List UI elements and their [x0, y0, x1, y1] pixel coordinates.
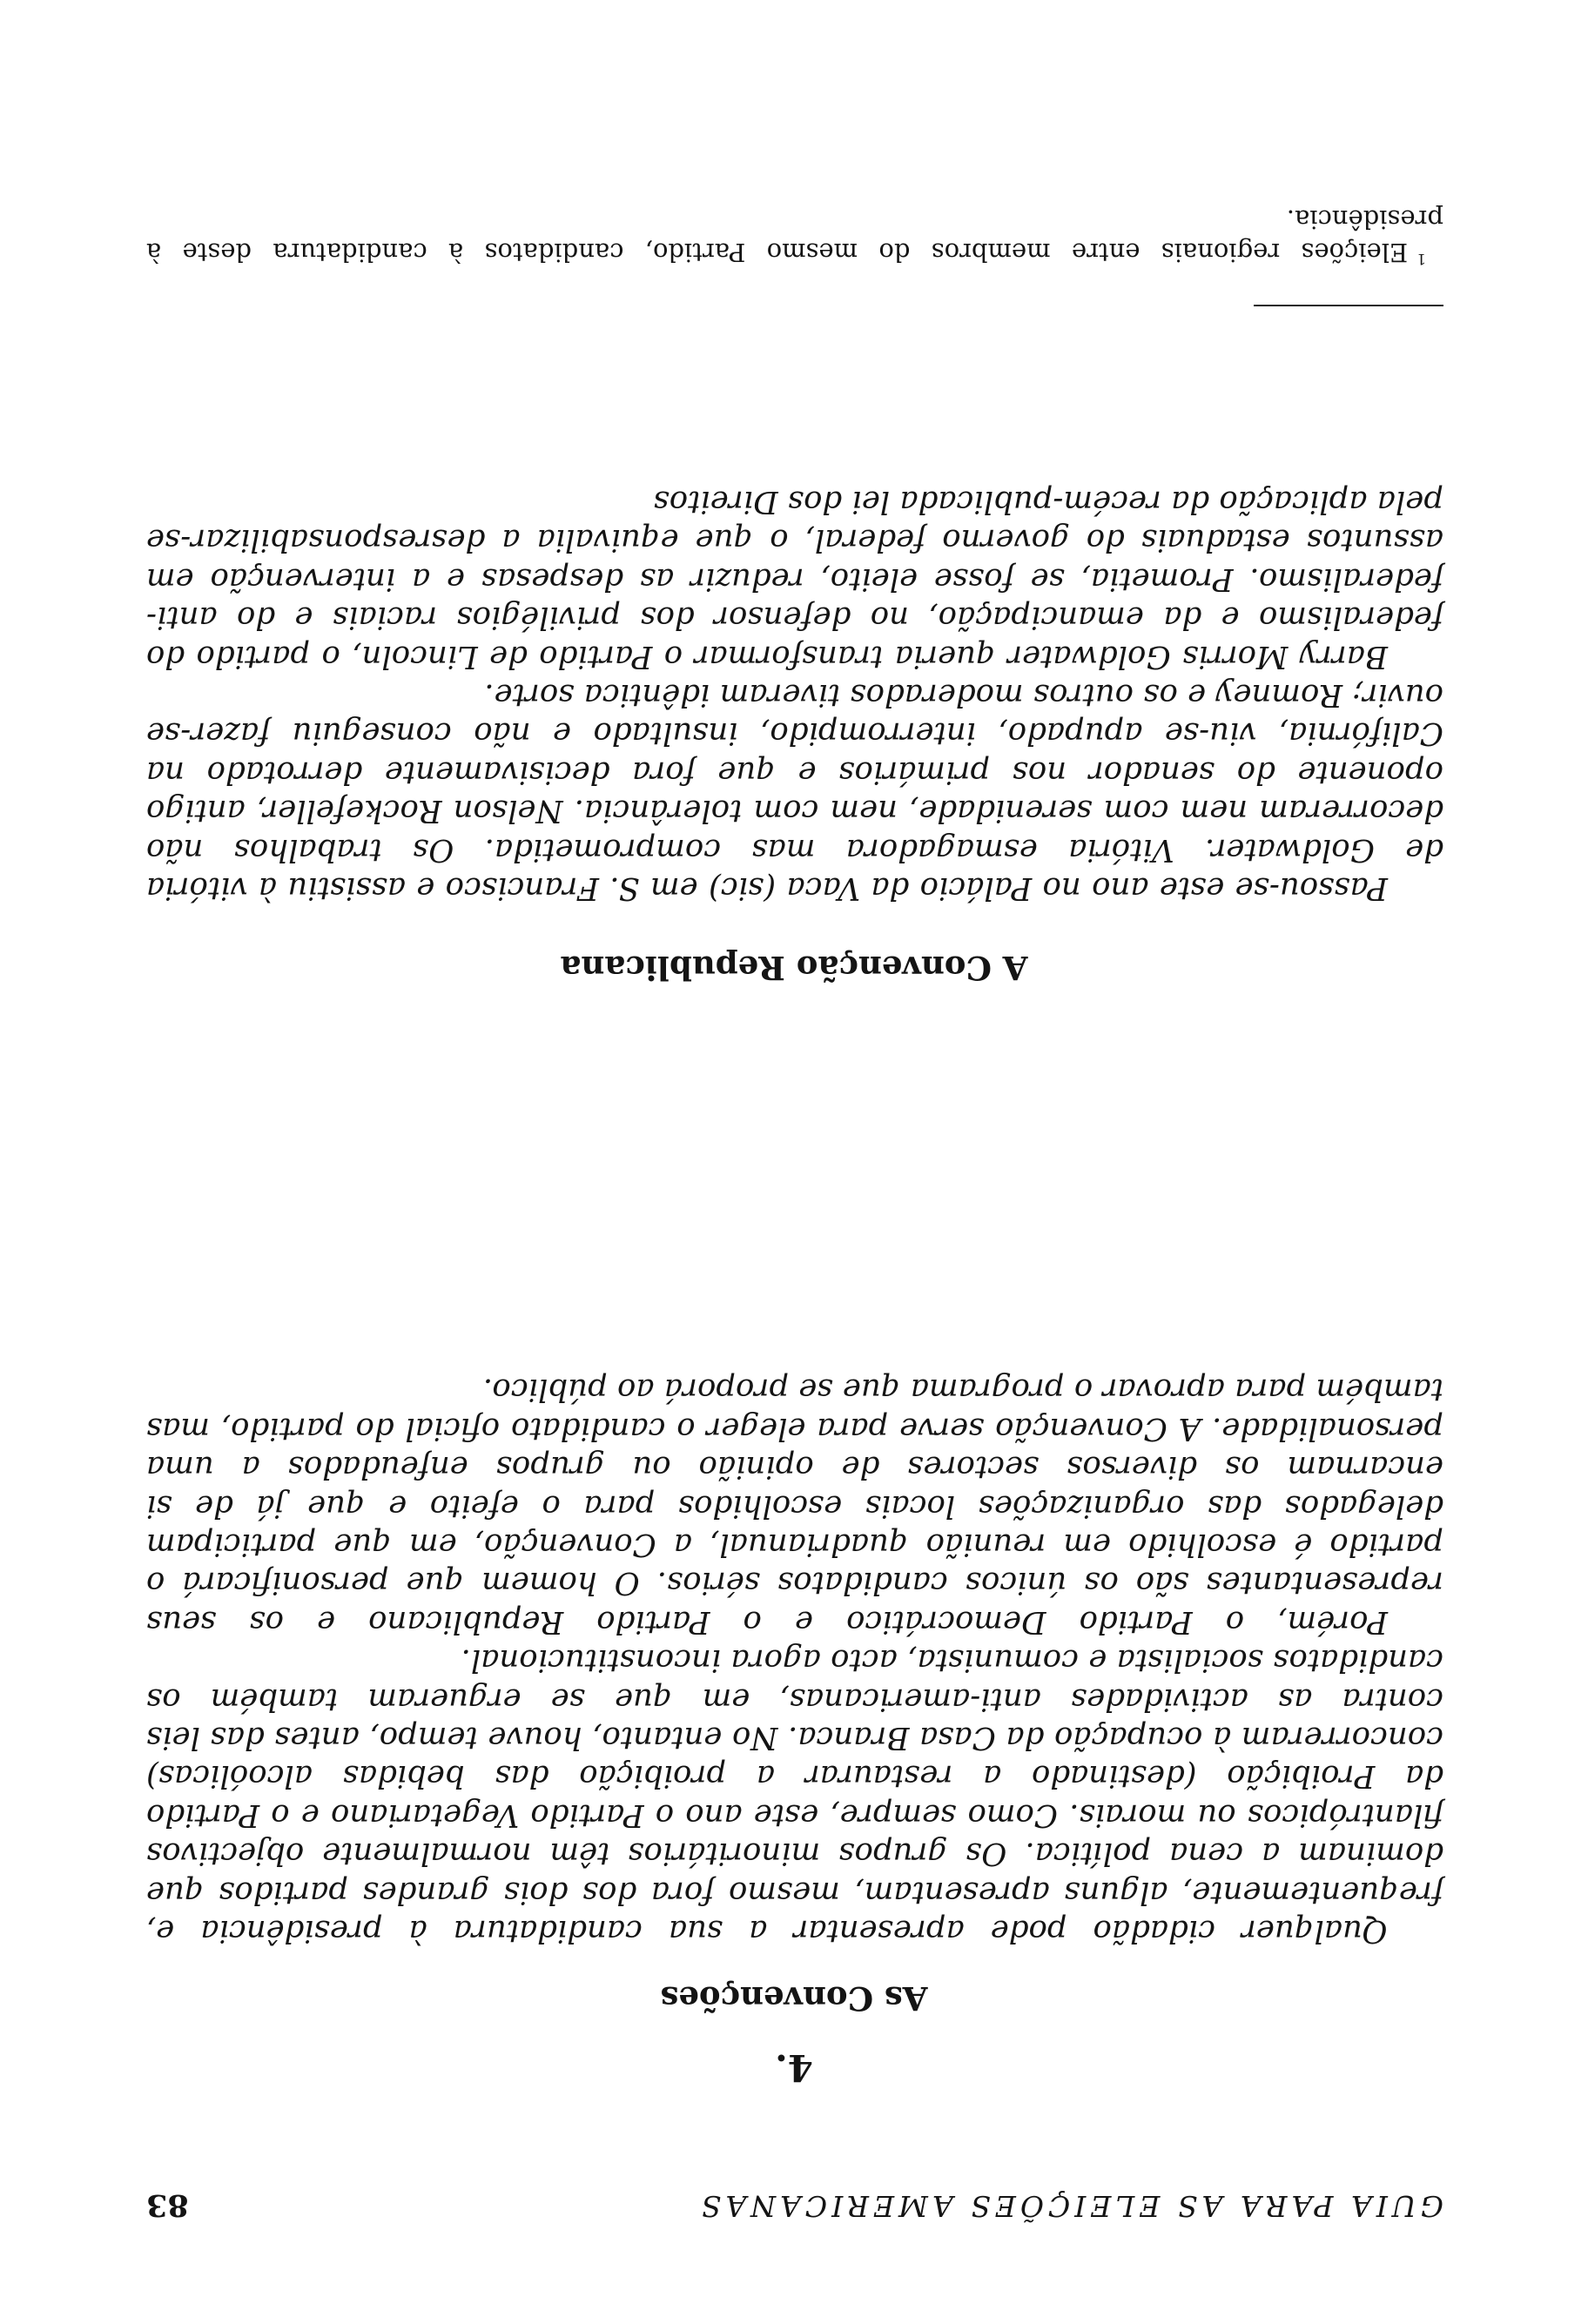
section-heading-conventions: As Convenções	[660, 1979, 928, 2018]
section-body-conventions	[146, 1370, 1443, 1950]
paragraph: Porém, o Partido Democrático e o Partido Republicano e os seus representantes são os únicos candidatos sérios. O homem que personificará o partido é escolhido em reunião quadrianual, a Convenção, em que participam delegados das organizações locais escolhidos para o efeito e que já de si encarnam os diversos sectores de opinião ou grupos enfeudados a uma personalidade. A Convenção serve para eleger o candidato oficial do partido, mas também para aprovar o programa que se proporá ao público.	[146, 1372, 1443, 1640]
section-body-republican-convention	[146, 482, 1443, 907]
footnote-divider	[1254, 305, 1443, 306]
footnote-marker: 1	[1416, 250, 1426, 267]
paragraph-text-part: Passou-se este ano no Palácio da Vaca (sic) em S. Francisco e assistiu à vitória de Goldwater. Vitória esmagadora mas comprometida. Os trabalhos não decorreram nem com serenidade, nem com tolerância. Nelson Rockefeller, antigo oponente do senador nos primários e que fora decisivamente derrotado na Califórnia, viu-se apupado, interrompido, insultado e não conseguiu fazer-se ouvir; Romney e os outros moderados tiveram idêntica sorte.	[146, 676, 1443, 906]
page-header	[146, 2171, 1443, 2223]
section-heading-republican-convention: A Convenção Republicana	[560, 949, 1028, 987]
footnote-text: Eleições regionais entre membros do mesmo Partido, candidatos à candidatura deste à presidência.	[146, 205, 1443, 267]
paragraph	[146, 675, 1443, 907]
page-number: 83	[146, 2187, 189, 2223]
paragraph: Qualquer cidadão pode apresentar a sua candidatura à presidência e, frequentemente, alguns apresentam, mesmo fora dos dois grandes partidos que dominam a cena política. Os grupos minoritários têm normalmente objectivos filantrópicos ou morais. Como sempre, este ano o Partido Vegetariano e o Partido da Proibição (destinado a restaurar a proibição das bebidas alcoólicas) concorreram à ocupação da Casa Branca. No entanto, houve tempo, antes das leis contra as actividades anti-americanas, em que se ergueram também os candidatos socialista e comunista, acto agora inconstitucional.	[146, 1642, 1443, 1949]
running-title: GUIA PARA AS ELEIÇÕES AMERICANAS	[696, 2189, 1443, 2223]
chapter-number: 4.	[775, 2046, 813, 2089]
paragraph: Barry Morris Goldwater queria transformar o Partido de Lincoln, o partido do federalismo e da emancipação, no defensor dos privilégios raciais e do anti-federalismo. Prometia, se fosse eleito, reduzir as despesas e a intervenção em assuntos estaduais do governo federal, o que equivalia a desresponsabilizar-se pela aplicação da recém-publicada lei dos Direitos	[146, 483, 1443, 675]
footnote	[146, 203, 1443, 275]
